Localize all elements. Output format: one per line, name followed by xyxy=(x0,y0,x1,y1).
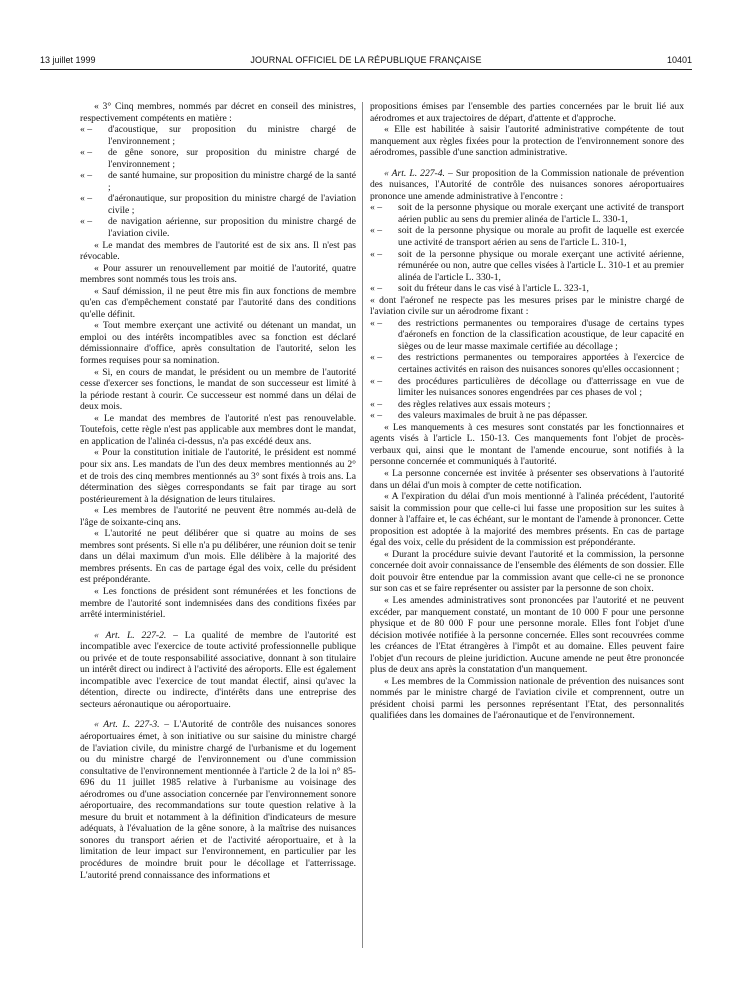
list-marker: « – xyxy=(80,193,92,205)
paragraph-text: – L'Autorité de contrôle des nuisances sonores aéroportuaires émet, à son initiative ou sur saisine du ministre chargé de l'aviation civile, du ministre chargé de l'urbanisme et du logement ou du ministre chargé de l'environnement ou d'une commission consultative de l'environnement mentionnée à l'article 2 de la loi n° 85-696 du 11 juillet 1985 relative à l'urbanisme au voisinage des aérodromes ou d'une association concernée par l'environnement sonore aéroportuaire, des recommandations sur toute question relative à la mesure du bruit et notamment à la définition d'indicateurs de mesure adéquats, à l'évaluation de la gêne sonore, à la maîtrise des nuisances sonores du transport aérien et de l'activité aéroportuaire, et à la limitation de leur impact sur l'environnement, en particulier par les procédures de moindre bruit pour le décollage et l'atterrissage. L'autorité prend connaissance des informations et xyxy=(80,719,357,881)
paragraph-text: « Pour assurer un renouvellement par moitié de l'autorité, quatre membres sont nommés tous les trois ans. xyxy=(80,262,356,286)
list-item xyxy=(370,318,684,353)
paragraph-text: « Pour la constitution initiale de l'autorité, le président est nommé pour six ans. Les mandats de l'un des deux membres mentionnés au 2° et de trois des cinq membres mentionnés au 3° sont fixés à trois ans. La détermination des sièges correspondants se fait par tirage au sort postérieurement à la désignation de leurs titulaires. xyxy=(80,447,356,505)
list-item-text: des valeurs maximales de bruit à ne pas dépasser. xyxy=(398,410,588,422)
list-marker: « – xyxy=(370,202,382,214)
paragraph xyxy=(80,320,356,366)
list-marker: « – xyxy=(370,283,382,295)
list-marker: « – xyxy=(80,216,92,228)
paragraph xyxy=(80,367,356,413)
paragraph xyxy=(80,263,356,286)
right-column xyxy=(370,101,684,722)
paragraph-text: « Sauf démission, il ne peut être mis fin aux fonctions de membre qu'en cas d'empêchement constaté par l'autorité dans des conditions qu'elle définit. xyxy=(80,285,356,320)
list-item xyxy=(370,376,684,399)
paragraph xyxy=(370,549,684,595)
list-item xyxy=(370,225,684,248)
paragraph xyxy=(370,168,684,203)
column-divider xyxy=(362,102,363,948)
paragraph xyxy=(370,124,684,159)
list-item xyxy=(370,283,684,295)
list-marker: « – xyxy=(80,147,92,159)
paragraph-text: « Le mandat des membres de l'autorité est de six ans. Il n'est pas révocable. xyxy=(80,239,356,263)
paragraph-text: « Elle est habilitée à saisir l'autorité administrative compétente de tout manquement aux règles fixées pour la protection de l'environnement sonore des aérodromes, passible d'une sanction administrative. xyxy=(370,124,684,159)
list-marker: « – xyxy=(370,352,382,364)
list-item xyxy=(370,352,684,375)
list-item-text: soit de la personne physique ou morale exerçant une activité aérienne, rémunérée ou non, autre que celles visées à l'article L. 310-1 et au premier alinéa de l'article L. 330-1, xyxy=(398,248,684,283)
paragraph-text: « Le mandat des membres de l'autorité n'est pas renouvelable. Toutefois, cette règle n'est pas applicable aux membres dont le mandat, en application de l'alinéa ci-dessus, n'a pas excédé deux ans. xyxy=(80,412,356,447)
list-item xyxy=(370,399,684,411)
left-column xyxy=(80,101,356,881)
header-date: 13 juillet 1999 xyxy=(40,55,96,65)
list-marker: « – xyxy=(80,170,92,182)
paragraph-text: « dont l'aéronef ne respecte pas les mesures prises par le ministre chargé de l'aviation civile sur un aérodrome fixant : xyxy=(370,294,684,318)
paragraph-text: – La qualité de membre de l'autorité est incompatible avec l'exercice de toute activité professionnelle publique ou privée et de toute responsabilité associative, donnant à son titulaire un intérêt direct ou indirect à l'activité des aéroports. Elle est également incompatible avec l'exercice de tout mandat électif, ainsi qu'avec la détention, directe ou indirecte, d'intérêts dans une entreprise des secteurs aéronautique ou aéroportuaire. xyxy=(80,629,356,710)
paragraph xyxy=(80,630,356,711)
list-item xyxy=(370,202,684,225)
paragraph xyxy=(80,528,356,586)
list-marker: « – xyxy=(80,124,92,136)
paragraph-text: « A l'expiration du délai d'un mois mentionné à l'alinéa précédent, l'autorité saisit la commission pour que celle-ci lui fasse une proposition sur les suites à donner à l'affaire et, le cas échéant, sur le montant de l'amende à prononcer. Cette proposition est adoptée à la majorité des membres présents. En cas de partage égal des voix, celle du président de la commission est prépondérante. xyxy=(370,491,684,549)
article-reference: « Art. L. 227-2. xyxy=(94,629,167,641)
list-item-text: soit de la personne physique ou morale exerçant une activité de transport aérien public au sens du premier alinéa de l'article L. 330-1, xyxy=(398,202,684,225)
paragraph xyxy=(370,101,684,124)
paragraph-text: propositions émises par l'ensemble des parties concernées par le bruit lié aux aérodromes et aux trajectoires de départ, d'attente et d'approche. xyxy=(370,101,684,124)
list-item-text: des restrictions permanentes ou temporaires d'usage de certains types d'aéronefs en fonction de la classification acoustique, de leur capacité en sièges ou de leur masse maximale certifiée au décollage ; xyxy=(398,317,684,352)
list-item-text: soit du fréteur dans le cas visé à l'article L. 323-1, xyxy=(398,283,589,295)
paragraph-text: « 3° Cinq membres, nommés par décret en conseil des ministres, respectivement compétents en matière : xyxy=(80,101,356,124)
list-item-text: des règles relatives aux essais moteurs ; xyxy=(398,398,551,410)
paragraph xyxy=(370,422,684,468)
paragraph xyxy=(80,719,356,881)
list-marker: « – xyxy=(370,248,382,260)
page-header xyxy=(40,55,692,69)
list-item-text: de gêne sonore, sur proposition du ministre chargé de l'environnement ; xyxy=(108,147,356,170)
list-item xyxy=(80,193,356,216)
paragraph xyxy=(370,468,684,491)
article-reference: « Art. L. 227-4. xyxy=(384,167,445,179)
list-marker: « – xyxy=(370,375,382,387)
paragraph-text: « Tout membre exerçant une activité ou détenant un mandat, un emploi ou des intérêts incompatibles avec sa fonction est déclaré démissionnaire d'office, après consultation de l'autorité, selon les formes requises pour sa nomination. xyxy=(80,320,356,367)
paragraph-text: « La personne concernée est invitée à présenter ses observations à l'autorité dans un délai d'un mois à compter de cette notification. xyxy=(370,467,684,491)
paragraph xyxy=(370,676,684,722)
list-item xyxy=(80,124,356,147)
list-item xyxy=(370,410,684,422)
list-item xyxy=(80,216,356,239)
list-marker: « – xyxy=(370,225,382,237)
paragraph xyxy=(80,586,356,621)
paragraph-text: « Les membres de la Commission nationale de prévention des nuisances sont nommés par le ministre chargé de l'aviation civile et comprennent, outre un président choisi parmi les personnes représentant l'Etat, des personnalités qualifiées dans les domaines de l'aéronautique et de l'environnement. xyxy=(370,675,684,722)
paragraph xyxy=(80,413,356,448)
list-marker: « – xyxy=(370,317,382,329)
paragraph-text: « Les membres de l'autorité ne peuvent être nommés au-delà de l'âge de soixante-cinq ans. xyxy=(80,505,356,528)
list-item xyxy=(370,249,684,284)
list-item-text: de santé humaine, sur proposition du ministre chargé de la santé ; xyxy=(108,170,356,193)
list-marker: « – xyxy=(370,398,382,410)
article-reference: « Art. L. 227-3. xyxy=(94,719,160,731)
list-item-text: d'aéronautique, sur proposition du ministre chargé de l'aviation civile ; xyxy=(108,193,356,216)
paragraph-text: – Sur proposition de la Commission nationale de prévention des nuisances, l'Autorité de contrôle des nuisances sonores aéroportuaires prononce une amende administrative à l'encontre : xyxy=(370,167,684,202)
list-item-text: soit de la personne physique ou morale au profit de laquelle est exercée une activité de transport aérien au sens de l'article L. 310-1, xyxy=(398,225,684,249)
list-item-text: d'acoustique, sur proposition du ministre chargé de l'environnement ; xyxy=(108,124,356,147)
header-title: JOURNAL OFFICIEL DE LA RÉPUBLIQUE FRANÇAISE xyxy=(250,55,482,65)
paragraph-text: « Les amendes administratives sont prononcées par l'autorité et ne peuvent excéder, par manquement constaté, un montant de 10 000 F pour une personne physique et de 80 000 F pour une personne morale. Elles font l'objet d'une décision motivée notifiée à la personne concernée. Elles sont recouvrées comme les créances de l'Etat étrangères à l'impôt et au domaine. Elles peuvent faire l'objet d'un recours de pleine juridiction. Aucune amende ne peut être prononcée plus de deux ans après la constatation d'un manquement. xyxy=(370,594,684,676)
paragraph xyxy=(80,101,356,124)
paragraph xyxy=(370,491,684,549)
paragraph xyxy=(370,295,684,318)
paragraph xyxy=(80,286,356,321)
paragraph-text: « Durant la procédure suivie devant l'autorité et la commission, la personne concernée doit avoir connaissance de l'ensemble des éléments de son dossier. Elle doit pouvoir être entendue par la commission avant que celle-ci ne se prononce sur son cas et se faire représenter ou assister par la personne de son choix. xyxy=(370,548,684,595)
paragraph-text: « Si, en cours de mandat, le président ou un membre de l'autorité cesse d'exercer ses fonctions, le mandat de son successeur est limité à la période restant à courir. Ce successeur est nommé dans un délai de deux mois. xyxy=(80,366,356,413)
page-number: 10401 xyxy=(666,55,692,65)
list-item xyxy=(80,147,356,170)
list-item-text: de navigation aérienne, sur proposition du ministre chargé de l'aviation civile. xyxy=(108,216,356,240)
paragraph xyxy=(80,447,356,505)
list-item-text: des procédures particulières de décollage ou d'atterrissage en vue de limiter les nuisances sonores engendrées par ces phases de vol ; xyxy=(398,375,684,399)
paragraph-text: « L'autorité ne peut délibérer que si quatre au moins de ses membres sont présents. Si elle n'a pu délibérer, une réunion doit se tenir dans un délai maximum d'un mois. Elle délibère à la majorité des membres présents. En cas de partage égal des voix, celle du président est prépondérante. xyxy=(80,528,356,586)
paragraph xyxy=(80,240,356,263)
paragraph-text: « Les fonctions de président sont rémunérées et les fonctions de membre de l'autorité sont indemnisées dans des conditions fixées par arrêté interministériel. xyxy=(80,585,356,621)
header-rule xyxy=(40,69,692,70)
paragraph xyxy=(80,505,356,528)
paragraph-text: « Les manquements à ces mesures sont constatés par les fonctionnaires et agents visés à l'article L. 150-13. Ces manquements font l'objet de procès-verbaux qui, ainsi que le montant de l'amende encourue, sont notifiés à la personne concernée et communiqués à l'autorité. xyxy=(370,421,684,468)
list-item xyxy=(80,170,356,193)
paragraph xyxy=(370,595,684,676)
list-item-text: des restrictions permanentes ou temporaires apportées à l'exercice de certaines activités en raison des nuisances sonores qu'elles occasionnent ; xyxy=(398,352,684,376)
list-marker: « – xyxy=(370,410,382,422)
